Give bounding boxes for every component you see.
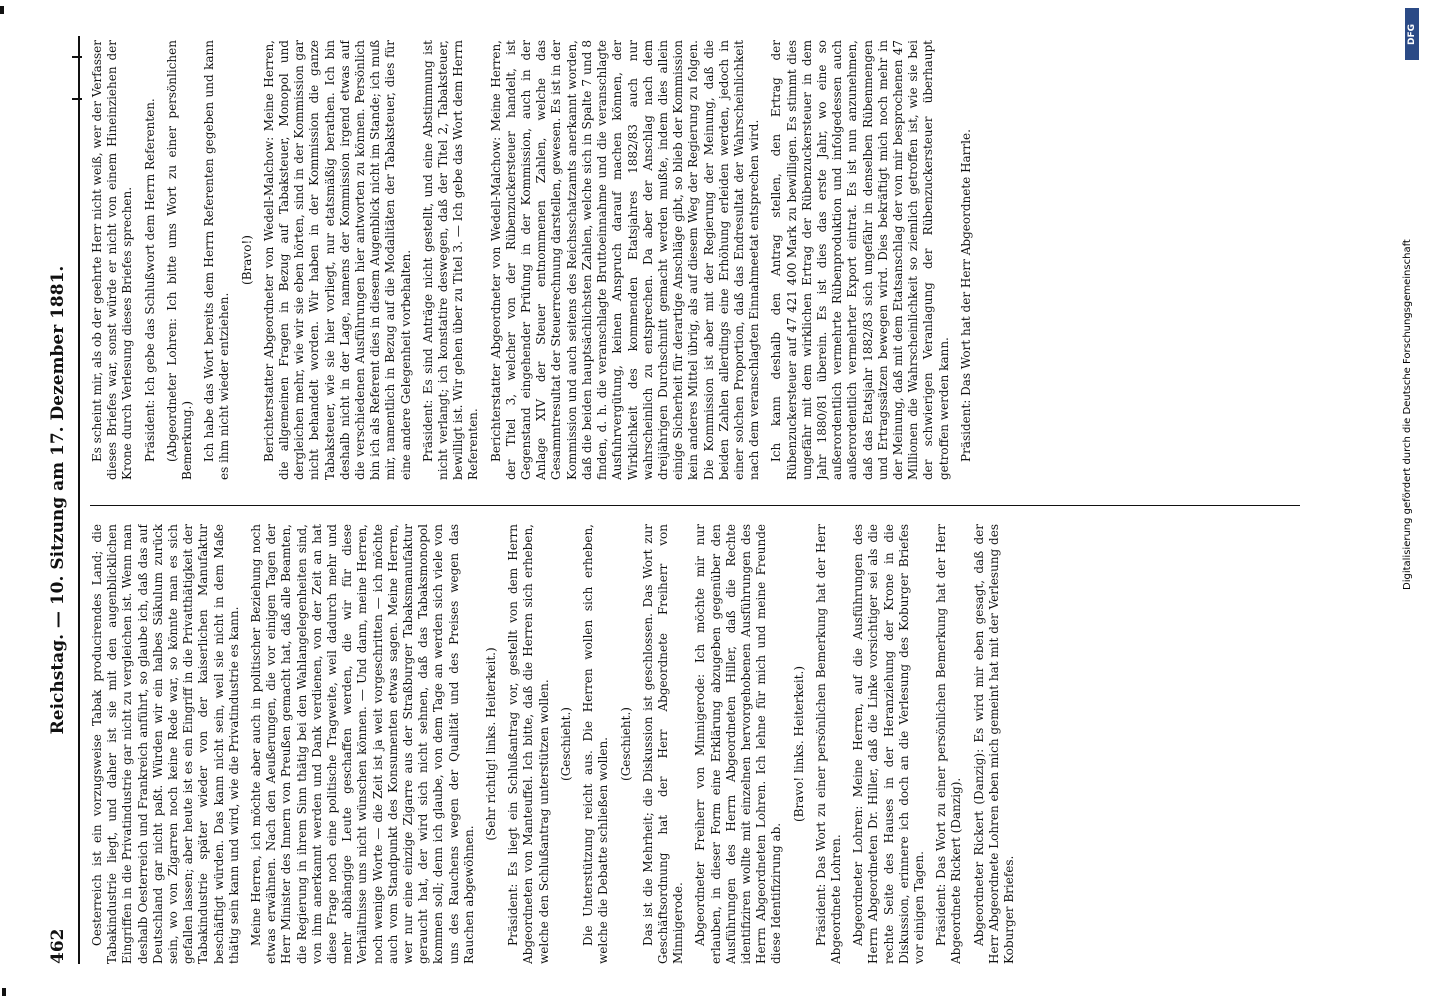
interjection: (Bravo!) [239, 235, 254, 285]
paragraph: Oesterreich ist ein vorzugsweise Tabak producirendes Land; die Tabakindustrie liegt, und daher ist sie mit den augenblicklichen Eingriffen in die Privatindustrie gar nicht zu vergleichen ist. Wenn man deshalb Oesterreich und Frankreich anführt, so glaube ich, daß das auf Deutschland gar nicht paßt. Würden wir ein halbes Säkulum zurück sein, wo von Zigarren noch keine Rede war, so könnte man es sich gefallen lassen; aber heute ist es ein Eingriff in die Privatthätigkeit der Tabakindustrie später wieder von der kaiserlichen Manufaktur beschäftigt würden. Das kann nicht sein, weil sie nicht in dem Maße thätig sein kann und wird, wie die Privatindustrie es kann. [90, 524, 241, 964]
paragraph: Berichterstatter Abgeordneter von Wedell-Malchow: Meine Herren, der Titel 3, welcher von der Rübenzuckersteuer handelt, ist Gegenstand eingehender Prüfung in der Kommission, auch in der Anlage XIV der Steuer entnommenen Zahlen, welche das Gesammtresultat der Steuerrechnung darstellen, gewesen. Es ist in der Kommission und auch seitens des Reichsschatzamts anerkannt worden, daß die beiden hauptsächlichsten Zahlen, welche sich in Spalte 7 und 8 finden, d. h. die veranschlagte Bruttoeinnahme und die veranschlagte Ausfuhrvergütung, keinen Anspruch darauf machen können, der Wirklichkeit des kommenden Etatsjahres 1882/83 auch nur wahrscheinlich zu entsprechen. Da aber der Anschlag nach dem dreijährigen Durchschnitt gemacht werden mußte, indem dies allein einige Sicherheit für derartige Anschläge gibt, so blieb der Kommission kein anderes Mittel übrig, als auf diesem Weg der Regierung zu folgen. Die Kommission ist aber mit der Regierung der Meinung, daß die beiden Zahlen allerdings eine Erhöhung erleiden werden, jedoch in einer solchen Proportion, daß das Endresultat der Wahrscheinlichkeit nach dem veranschlagten Einnahmeetat entsprechen wird. [488, 40, 762, 480]
interjection: (Bravo! links. Heiterkeit.) [791, 665, 806, 823]
paragraph: Abgeordneter Rickert (Danzig): Es wird mir eben gesagt, daß der Herr Abgeordnete Lohren eben mich gemeint hat mit der Verlesung des Koburger Briefes. [971, 524, 1016, 964]
header-rule [78, 36, 80, 964]
paragraph: Abgeordneter Freiherr von Minnigerode: Ich möchte mir nur erlauben, in dieser Form eine Erklärung abzugeben gegenüber den Ausführungen des Herrn Abgeordneten Hiller, daß die Rechte identifiziren wollte mit einzelnen hervorgehobenen Ausführungen des Herrn Abgeordneten Lohren. Ich lehne für mich und meine Freunde diese Identifizirung ab. [693, 524, 784, 964]
paragraph: Berichterstatter Abgeordneter von Wedell-Malchow: Meine Herren, die allgemeinen Fragen in Bezug auf Tabaksteuer, Monopol und dergleichen mehr, wie wir sie eben hörten, sind in der Kommission gar nicht behandelt worden. Wir haben in der Kommission die ganze Tabaksteuer, wie sie hier vorliegt, nur etatsmäßig berathen. Ich bin deshalb nicht in der Lage, namens der Kommission irgend etwas auf die verschiedenen Ausführungen hier antworten zu können. Persönlich bin ich als Referent dies in diesem Augenblick nicht im Stande; ich muß mir, namentlich in Bezug auf die Modalitäten der Tabaksteuer, dies für eine andere Gelegenheit vorbehalten. [261, 40, 413, 480]
paragraph: Ich habe das Wort bereits dem Herrn Referenten gegeben und kann es ihm nicht wieder entziehen. [202, 40, 232, 480]
header-rule-mark [72, 56, 82, 100]
paragraph: Präsident: Es liegt ein Schlußantrag vor, gestellt von dem Herrn Abgeordneten von Manteuffel. Ich bitte, daß die Herren sich erheben, welche den Schlußantrag unterstützen wollen. [506, 524, 551, 964]
paragraph: (Abgeordneter Lohren: Ich bitte ums Wort zu einer persönlichen Bemerkung.) [164, 40, 195, 480]
paragraph: Präsident: Ich gebe das Schlußwort dem Herrn Referenten. [142, 98, 157, 462]
page-header [40, 36, 80, 964]
paragraph: Die Unterstützung reicht aus. Die Herren wollen sich erheben, welche die Debatte schließen wollen. [581, 524, 611, 964]
right-text-column [90, 40, 1290, 480]
page-title: Reichstag. — 10. Sitzung am 17. Dezember 1881. [48, 265, 68, 735]
interjection: (Sehr richtig! links. Heiterkeit.) [484, 647, 499, 841]
digitization-note: Digitalisierung gefördert durch die Deutsche Forschungsgemeinschaft [1402, 239, 1413, 590]
paragraph: Das ist die Mehrheit; die Diskussion ist geschlossen. Das Wort zur Geschäftsordnung hat der Herr Abgeordnete Freiherr von Minnigerode. [640, 524, 686, 964]
interjection: (Geschieht.) [558, 707, 573, 781]
paragraph: Präsident: Das Wort hat der Herr Abgeordnete Harrle. [958, 129, 973, 462]
paragraph: Ich kann deshalb den Antrag stellen, den Ertrag der Rübenzuckersteuer auf 47 421 400 Mark zu bewilligen. Es stimmt dies ungefähr mit dem wirklichen Ertrag der Rübenzuckersteuer in dem Jahr 1880/81 überein. Es ist dies das erste Jahr, wo eine so außerordentlich vermehrte Rübenproduktion und infolgedessen auch außerordentlich vermehrter Export eintrat. Es ist nun anzunehmen, daß das Etatsjahr 1882/83 sich ungefähr in denselben Rübenmengen und Ertragssätzen bewegen wird. Dies bekräftigt mich noch mehr in der Meinung, daß mit dem Etatsanschlag der von mir besprochenen 47 Millionen die Wahrscheinlichkeit so ziemlich getroffen ist, wie sie bei der schwierigen Veranlagung der Rübenzuckersteuer überhaupt getroffen werden kann. [769, 40, 951, 480]
paragraph: Abgeordneter Lohren: Meine Herren, auf die Ausführungen des Herrn Abgeordneten Dr. Hiller, daß die Linke vorsichtiger sei als die rechte Seite des Hauses in der Heranziehung der Krone in die Diskussion, erinnere ich doch an die Verlesung des Koburger Briefes vor einigen Tagen. [851, 524, 926, 964]
interjection: (Geschieht.) [618, 707, 633, 781]
dfg-logo: DFG [1405, 8, 1419, 60]
paragraph: Es scheint mir, als ob der geehrte Herr nicht weiß, wer der Verfasser dieses Briefes war, sonst würde er nicht von einem Hineinziehen der Krone durch Verlesung dieses Briefes sprechen. [90, 40, 135, 480]
paragraph: Meine Herren, ich möchte aber auch in politischer Beziehung noch etwas erwähnen. Nach den Aeußerungen, die vor einigen Tagen der Herr Minister des Innern von Preußen gemacht hat, daß alle Beamten, die Regierung in ihrem Sinn thätig bei den Wahlangelegenheiten sind, von ihm anerkannt werden und Dank verdienen, von der Zeit an hat diese Frage noch eine politische Tragweite, weil dadurch mehr und mehr abhängige Leute geschaffen werden, die wir für diese Verhältnisse uns nicht wünschen können. — Und dann, meine Herren, noch wenige Worte — die Zeit ist ja weit vorgeschritten — ich möchte auch vom Standpunkt des Konsumenten etwas sagen. Meine Herren, wer nur eine einzige Zigarre aus der Straßburger Tabaksmanufaktur geraucht hat, der wird sich nicht sehnen, daß das Tabaksmonopol kommen soll; denn ich glaube, von dem Tage an werden sich viele von uns des Rauchens wegen der Qualität und des Preises wegen das Rauchen abgewöhnen. [249, 524, 476, 964]
page-number: 462 [48, 928, 68, 964]
paragraph: Präsident: Das Wort zu einer persönlichen Bemerkung hat der Herr Abgeordnete Lohren. [813, 524, 843, 964]
left-text-column [90, 524, 1290, 964]
paragraph: Präsident: Es sind Anträge nicht gestellt, und eine Abstimmung ist nicht verlangt; ich konstatire deswegen, daß der Titel 2, Tabaksteuer, bewilligt ist. Wir gehen über zu Titel 3. — Ich gebe das Wort dem Herrn Referenten. [420, 40, 481, 480]
paragraph: Präsident: Das Wort zu einer persönlichen Bemerkung hat der Herr Abgeordnete Rickert (Danzig). [934, 524, 964, 964]
column-divider [90, 505, 1300, 506]
